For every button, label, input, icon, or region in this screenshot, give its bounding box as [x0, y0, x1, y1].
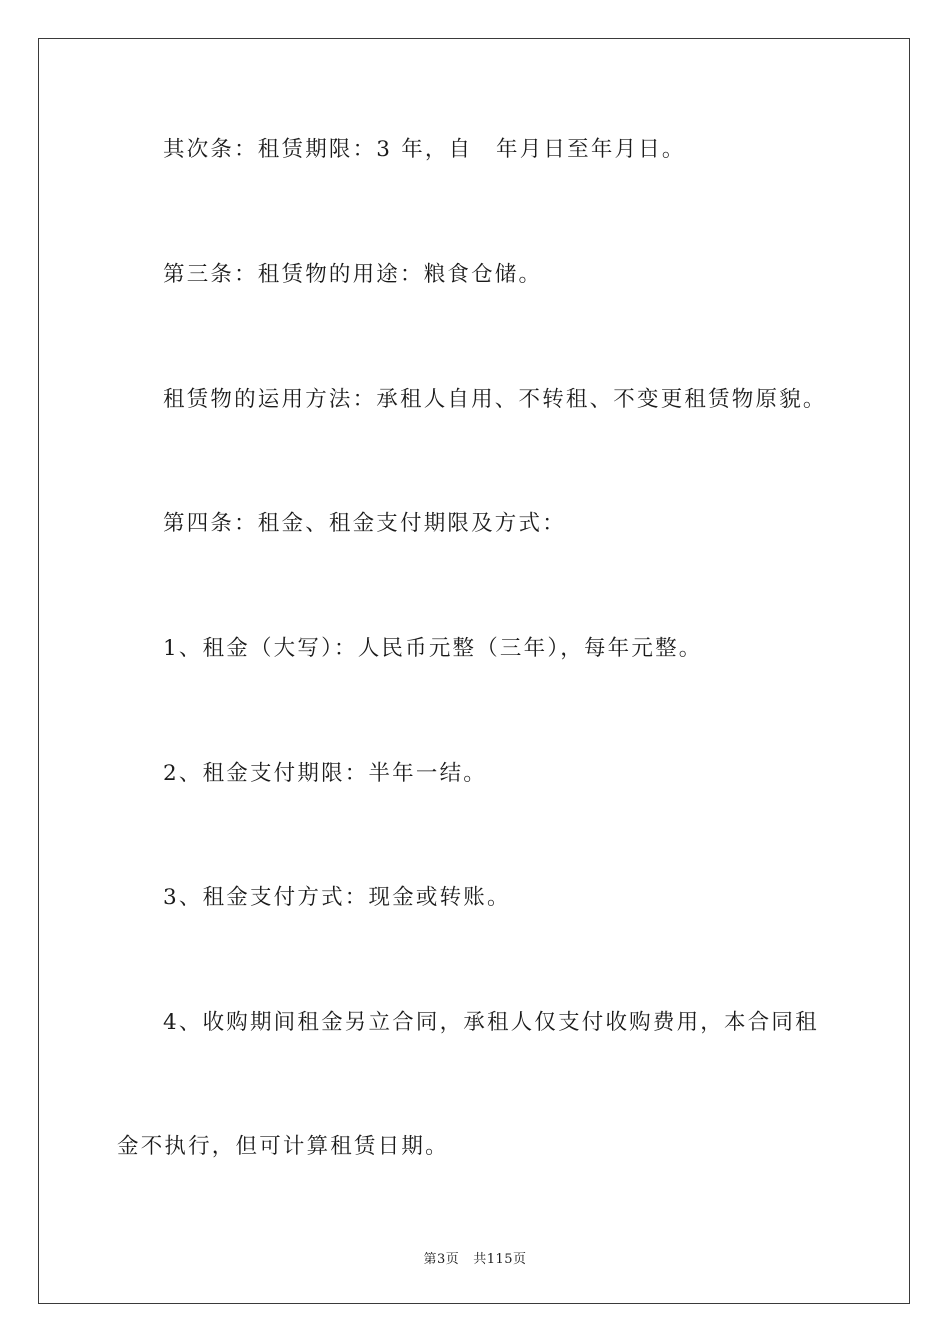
rent-item-4-line-1: 4、收购期间租金另立合同，承租人仅支付收购费用，本合同租	[163, 1010, 819, 1035]
clause-2-lease-term: 其次条：租赁期限：3 年，自 年月日至年月日。	[163, 137, 686, 162]
page-border	[38, 38, 910, 1304]
rent-item-1: 1、租金（大写）：人民币元整（三年），每年元整。	[163, 636, 703, 661]
usage-method: 租赁物的运用方法：承租人自用、不转租、不变更租赁物原貌。	[163, 387, 827, 412]
clause-3-purpose: 第三条：租赁物的用途：粮食仓储。	[163, 262, 543, 287]
page-total: 共115页	[473, 1252, 527, 1267]
rent-item-4-line-2: 金不执行，但可计算租赁日期。	[117, 1134, 449, 1159]
clause-4-rent-heading: 第四条：租金、租金支付期限及方式：	[163, 511, 566, 536]
page-number: 第3页	[423, 1252, 460, 1267]
rent-item-3: 3、租金支付方式：现金或转账。	[163, 885, 511, 910]
page-footer	[0, 1248, 950, 1267]
rent-item-2: 2、租金支付期限：半年一结。	[163, 761, 487, 786]
